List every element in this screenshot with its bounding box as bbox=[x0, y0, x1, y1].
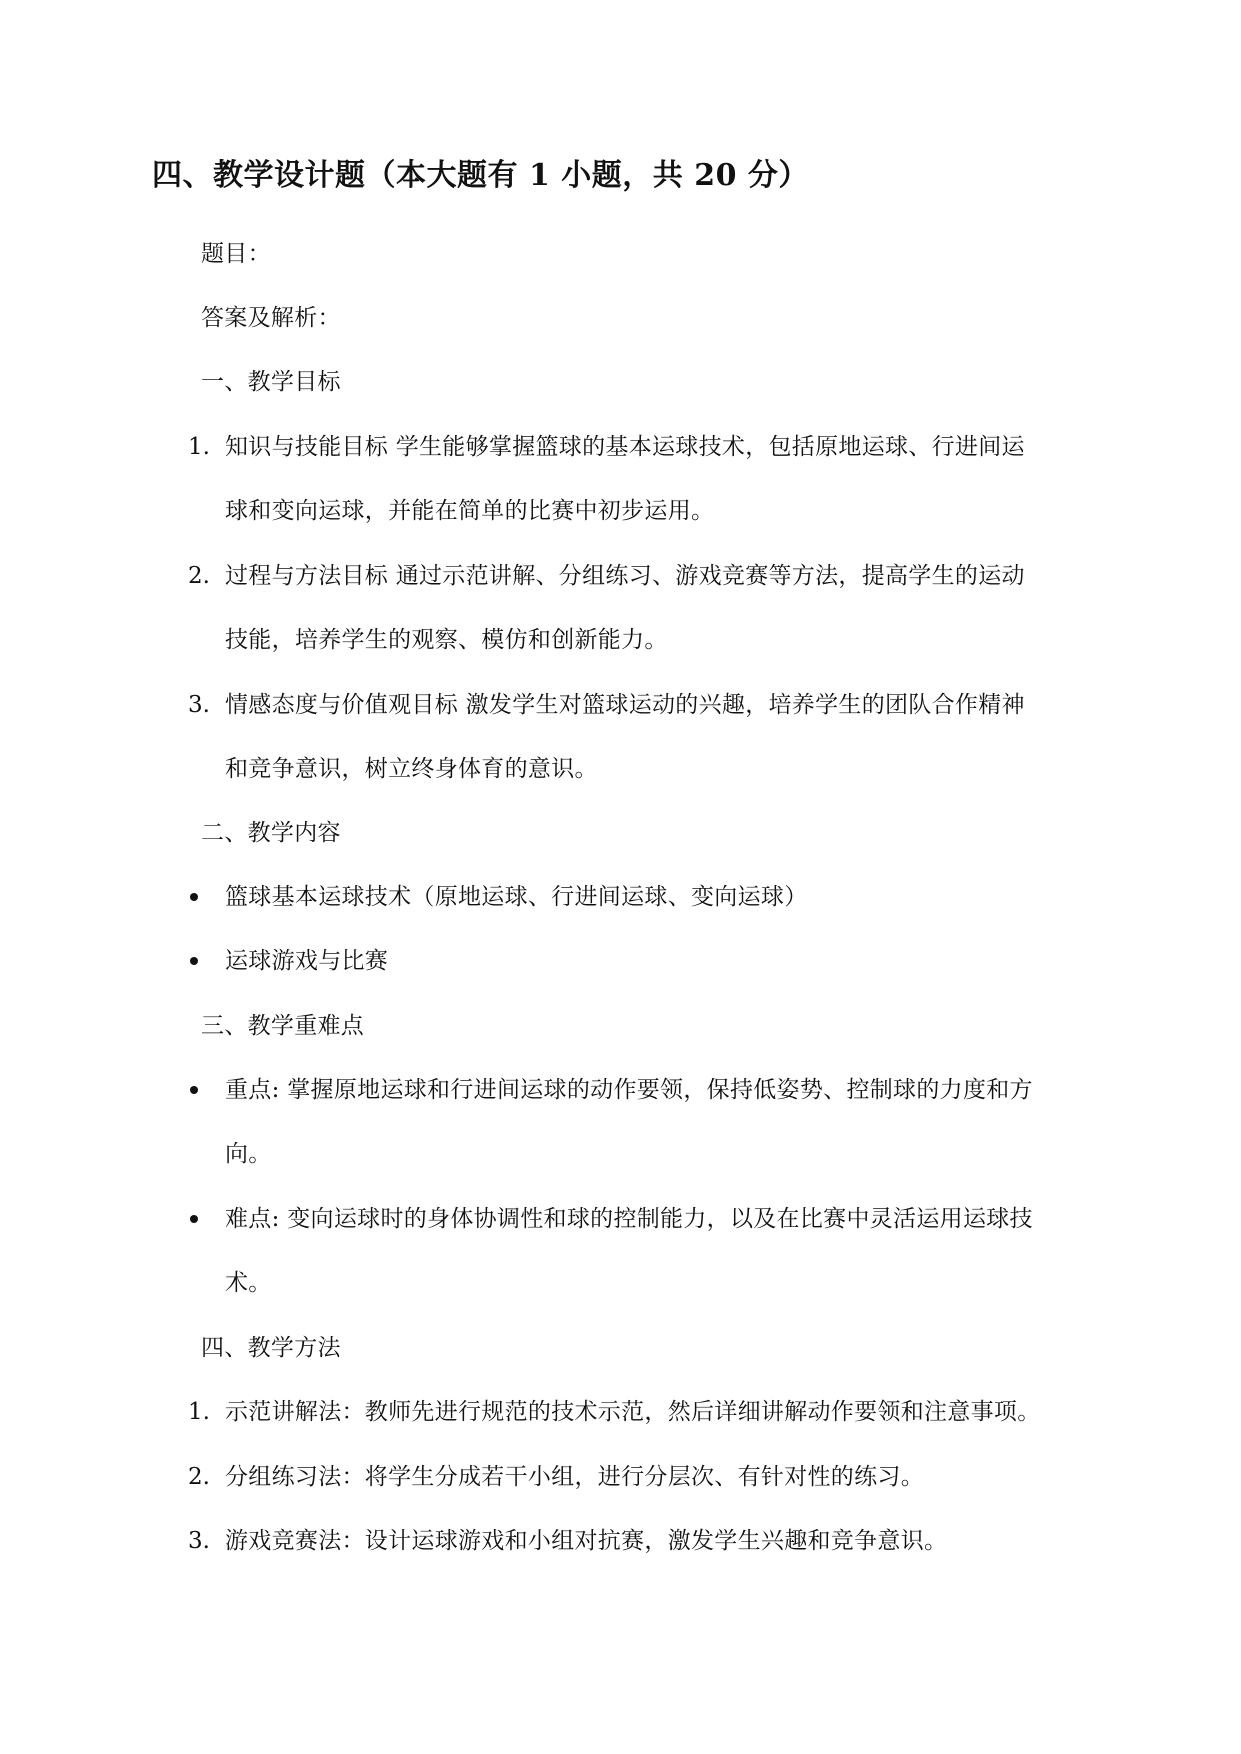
key-points-title: 三、教学重难点 bbox=[201, 1013, 365, 1039]
list-item-text: 重点: 掌握原地运球和行进间运球的动作要领，保持低姿势、控制球的力度和方 bbox=[225, 1077, 1033, 1103]
bullet-icon bbox=[190, 1215, 198, 1223]
list-number: 1. bbox=[188, 1399, 210, 1425]
methods-title: 四、教学方法 bbox=[201, 1335, 341, 1361]
list-number: 3. bbox=[188, 1528, 210, 1554]
list-number: 1. bbox=[188, 434, 210, 460]
list-number: 2. bbox=[188, 563, 210, 589]
list-item-text: 难点: 变向运球时的身体协调性和球的控制能力，以及在比赛中灵活运用运球技 bbox=[225, 1206, 1033, 1232]
content-title: 二、教学内容 bbox=[201, 820, 341, 846]
list-item-text-cont: 技能，培养学生的观察、模仿和创新能力。 bbox=[225, 627, 668, 653]
list-item-text: 运球游戏与比赛 bbox=[225, 948, 389, 974]
goals-title: 一、教学目标 bbox=[201, 369, 341, 395]
list-item-text: 知识与技能目标 学生能够掌握篮球的基本运球技术，包括原地运球、行进间运 bbox=[225, 434, 1025, 460]
bullet-icon bbox=[190, 1086, 198, 1094]
list-item-text-cont: 和竞争意识，树立终身体育的意识。 bbox=[225, 756, 598, 782]
answer-label: 答案及解析： bbox=[201, 305, 341, 331]
list-item-text: 示范讲解法：教师先进行规范的技术示范，然后详细讲解动作要领和注意事项。 bbox=[225, 1399, 1041, 1425]
bullet-icon bbox=[190, 893, 198, 901]
list-number: 3. bbox=[188, 692, 210, 718]
list-item-text-cont: 术。 bbox=[225, 1270, 272, 1296]
list-item-text-cont: 向。 bbox=[225, 1141, 272, 1167]
list-item-text: 篮球基本运球技术（原地运球、行进间运球、变向运球） bbox=[225, 884, 808, 910]
question-label: 题目： bbox=[201, 241, 271, 267]
list-item-text: 情感态度与价值观目标 激发学生对篮球运动的兴趣，培养学生的团队合作精神 bbox=[225, 692, 1025, 718]
list-item-text: 分组练习法：将学生分成若干小组，进行分层次、有针对性的练习。 bbox=[225, 1464, 924, 1490]
list-item-text: 过程与方法目标 通过示范讲解、分组练习、游戏竞赛等方法，提高学生的运动 bbox=[225, 563, 1025, 589]
list-item-text-cont: 球和变向运球，并能在简单的比赛中初步运用。 bbox=[225, 498, 715, 524]
bullet-icon bbox=[190, 957, 198, 965]
section-heading: 四、教学设计题（本大题有 1 小题，共 20 分） bbox=[152, 158, 809, 193]
list-number: 2. bbox=[188, 1464, 210, 1490]
list-item-text: 游戏竞赛法：设计运球游戏和小组对抗赛，激发学生兴趣和竞争意识。 bbox=[225, 1528, 948, 1554]
